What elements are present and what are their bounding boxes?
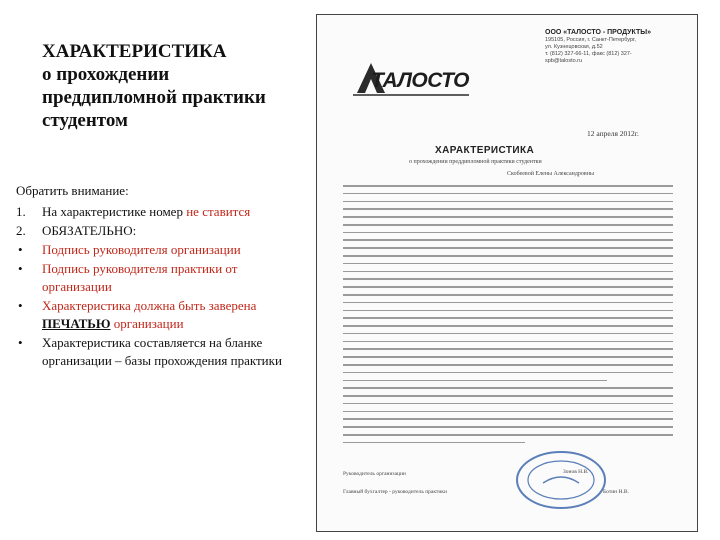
letter-text-line <box>343 356 673 358</box>
note-item <box>16 334 296 370</box>
title-line: ХАРАКТЕРИСТИКА <box>42 41 227 62</box>
letter-text-line <box>343 395 673 397</box>
notes-list <box>16 203 296 370</box>
slide-title <box>42 40 292 132</box>
note-item <box>16 203 296 221</box>
letter-text-line <box>343 325 673 327</box>
letter-text-line <box>343 193 673 195</box>
letter-text-line <box>343 317 673 319</box>
letter-text-line <box>343 341 673 343</box>
note-text: Подпись руководителя практики от организации <box>42 261 238 294</box>
letter-text-line <box>343 247 673 249</box>
letter-text-line <box>343 348 673 350</box>
letter-text-line <box>343 224 673 226</box>
note-item <box>16 222 296 240</box>
letter-text-line <box>343 208 673 210</box>
note-text: организации <box>110 316 184 331</box>
letter-text-line <box>343 201 673 203</box>
note-text: На характеристике номер <box>42 204 187 219</box>
letter-text-line <box>343 411 673 413</box>
org-letterhead <box>545 29 693 65</box>
note-marker: • <box>18 261 23 276</box>
note-marker: • <box>18 298 23 313</box>
note-item <box>16 241 296 259</box>
letter-text-line <box>343 426 673 428</box>
signature-label-supervisor: Главный бухгалтер - руководитель практики <box>343 489 447 495</box>
note-text: ПЕЧАТЬЮ <box>42 316 111 331</box>
signature-label-director: Руководитель организации <box>343 471 406 477</box>
letter-text-line <box>343 232 673 234</box>
letter-title: ХАРАКТЕРИСТИКА <box>435 145 535 156</box>
letter-date: 12 апреля 2012г. <box>587 129 639 138</box>
note-text: ОБЯЗАТЕЛЬНО: <box>42 223 137 238</box>
letter-text-line <box>343 255 673 257</box>
letter-text-line <box>343 286 673 288</box>
title-line: преддипломной практики <box>42 87 266 108</box>
logo-text: ТАЛОСТО <box>371 69 469 92</box>
letter-text-line <box>343 418 673 420</box>
letter-text-line <box>343 372 673 374</box>
note-item <box>16 297 296 333</box>
org-line: ул. Кузнецовская, д.52 <box>545 44 603 50</box>
letter-text-line <box>343 364 673 366</box>
note-text: Подпись руководителя организации <box>42 242 241 257</box>
letter-text-line <box>343 271 673 273</box>
letter-body-text <box>343 185 673 450</box>
org-name: ООО «ТАЛОСТО - ПРОДУКТЫ» <box>545 29 652 36</box>
letter-image <box>316 14 698 532</box>
letter-text-line <box>343 216 673 218</box>
signature-name-director: Зонов Н.В. <box>563 469 589 475</box>
note-marker: • <box>18 335 23 350</box>
note-marker: 2. <box>16 223 26 238</box>
letter-text-line <box>343 434 673 436</box>
attention-heading: Обратить внимание: <box>16 183 129 198</box>
letter-text-line <box>343 239 673 241</box>
letter-text-line <box>343 185 673 187</box>
org-line: 195105, Россия, г. Санкт-Петербург, <box>545 37 636 43</box>
letter-text-line <box>343 263 673 265</box>
org-line: т. (812) 327-66-11, факс (812) 327- <box>545 51 632 57</box>
letter-text-line <box>343 387 673 389</box>
title-line: студентом <box>42 110 128 131</box>
letter-text-line <box>343 278 673 280</box>
note-text: Характеристика должна быть заверена <box>42 298 257 313</box>
seal-stamp-icon <box>513 447 609 513</box>
letter-student-name: Скобеевой Елены Александровны <box>507 171 594 177</box>
attention-notes <box>16 182 296 371</box>
letter-text-line <box>343 310 673 312</box>
note-text: Характеристика составляется на бланке организации – базы прохождения практики <box>42 335 282 368</box>
org-line: spb@talosto.ru <box>545 58 583 64</box>
title-line: о прохождении <box>42 64 170 85</box>
note-marker: 1. <box>16 204 26 219</box>
signature-name-supervisor: Ботин Н.В. <box>603 489 629 495</box>
note-text: не ставится <box>186 204 251 219</box>
letter-text-line <box>343 380 607 382</box>
letter-subtitle: о прохождении преддипломной практики студентки <box>409 159 542 165</box>
letter-text-line <box>343 302 673 304</box>
note-marker: • <box>18 242 23 257</box>
letter-text-line <box>343 403 673 405</box>
note-item <box>16 260 296 296</box>
letter-text-line <box>343 442 525 444</box>
letter-text-line <box>343 333 673 335</box>
letter-text-line <box>343 294 673 296</box>
